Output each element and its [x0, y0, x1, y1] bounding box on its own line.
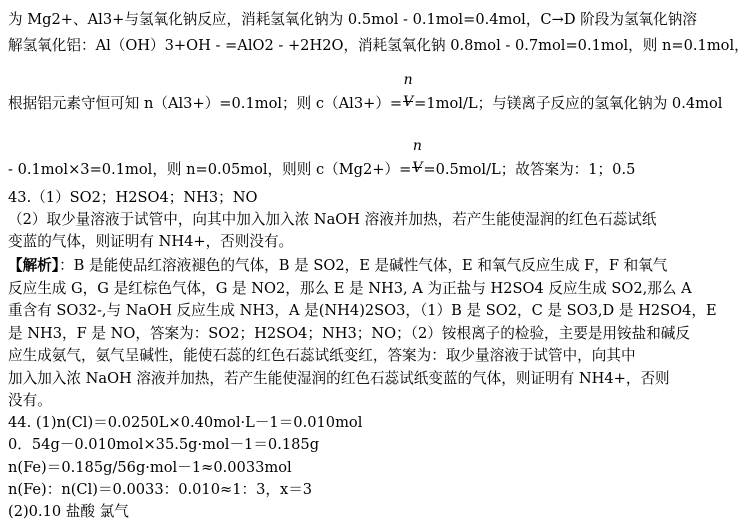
text-line: 43.（1）SO2；H2SO4；NH3；NO: [8, 189, 258, 206]
text-segment: =1mol/L；与镁离子反应的氢氧化钠为 0.4mol: [414, 95, 723, 112]
fraction-numerator: n: [403, 72, 413, 88]
fraction-denominator: V: [403, 94, 414, 110]
text-line: 加入加入浓 NaOH 溶液并加热，若产生能使湿润的红色石蕊试纸变蓝的气体，则证明有 NH4+，否则: [8, 370, 670, 387]
text-segment: ：B 是能使品红溶液褪色的气体，B 是 SO2，E 是碱性气体，E 和氧气反应生成 F，F 和氧气: [59, 257, 668, 274]
text-line: n(Fe)：n(Cl)＝0.0033：0.010≈1：3，x＝3: [8, 481, 313, 498]
analysis-tag: 【解析】: [8, 257, 60, 274]
text-line: 为 Mg2+、Al3+与氢氧化钠反应，消耗氢氧化钠为 0.5mol - 0.1mol=0.4mol，C→D 阶段为氢氧化钠溶: [8, 11, 697, 28]
text-line: （2）取少量溶液于试管中，向其中加入加入浓 NaOH 溶液并加热，若产生能使湿润的红色石蕊试纸: [8, 211, 657, 228]
text-line: [8, 72, 723, 113]
text-line: 解氢氧化铝：Al（OH）3+OH - =AlO2 - +2H2O，消耗氢氧化钠 0.8mol - 0.7mol=0.1mol，则 n=0.1mol，: [8, 37, 749, 54]
text-line: n(Fe)＝0.185g/56g·mol－1≈0.0033mol: [8, 459, 292, 476]
text-line: [8, 257, 683, 275]
fraction-denominator: V: [412, 160, 423, 176]
text-line: (2)0.10 盐酸 氯气: [8, 503, 129, 520]
text-line: 0．54g－0.010mol×35.5g·mol－1＝0.185g: [8, 436, 320, 453]
fraction-n-over-v: [412, 138, 423, 179]
text-segment: =0.5mol/L；故答案为：1；0.5: [423, 161, 636, 178]
text-segment: - 0.1mol×3=0.1mol，则 n=0.05mol，则则 c（Mg2+）=: [8, 161, 412, 178]
text-line: 重含有 SO32-,与 NaOH 反应生成 NH3，A 是(NH4)2SO3，（1）B 是 SO2，C 是 SO3,D 是 H2SO4，E: [8, 302, 717, 319]
text-line: 应生成氨气，氨气呈碱性，能使石蕊的红色石蕊试纸变红，答案为：取少量溶液于试管中，向其中: [8, 347, 636, 364]
text-line: 没有。: [8, 392, 52, 409]
text-segment: 根据铝元素守恒可知 n（Al3+）=0.1mol；则 c（Al3+）=: [8, 95, 403, 112]
text-line: [8, 138, 683, 179]
text-line: 反应生成 G，G 是红棕色气体，G 是 NO2，那么 E 是 NH3, A 为正盐与 H2SO4 反应生成 SO2,那么 A: [8, 280, 692, 297]
fraction-n-over-v: [403, 72, 414, 113]
text-line: 变蓝的气体，则证明有 NH4+，否则没有。: [8, 233, 294, 250]
text-line: 44. (1)n(Cl)＝0.0250L×0.40mol·L－1＝0.010mol: [8, 414, 363, 431]
text-line: 是 NH3，F 是 NO，答案为：SO2；H2SO4；NH3；NO；（2）铵根离子的检验，主要是用铵盐和碱反: [8, 325, 690, 342]
fraction-numerator: n: [412, 138, 422, 154]
